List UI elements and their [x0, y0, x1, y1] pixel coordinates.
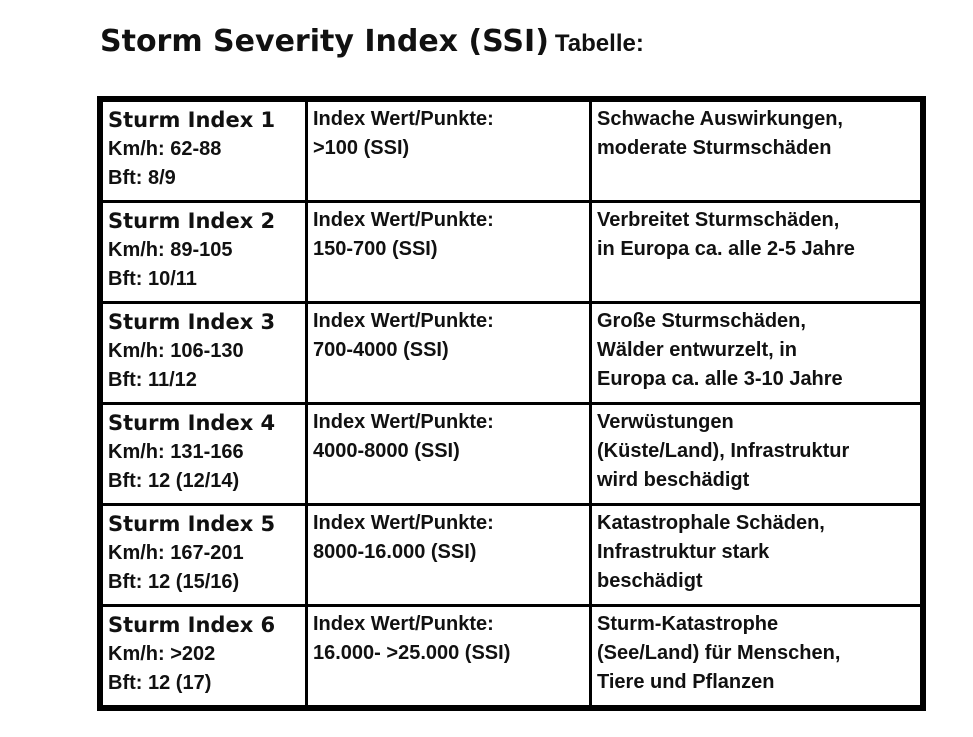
- description-line: in Europa ca. alle 2-5 Jahre: [597, 238, 855, 260]
- description-line: wird beschädigt: [597, 469, 750, 491]
- bft-value: Bft: 10/11: [108, 268, 197, 290]
- index-label: Index Wert/Punkte:: [313, 411, 494, 433]
- index-label: Index Wert/Punkte:: [313, 310, 494, 332]
- index-label: Index Wert/Punkte:: [313, 108, 494, 130]
- index-value: >100 (SSI): [313, 137, 410, 159]
- table-row: [100, 606, 923, 709]
- bft-value: Bft: 12 (17): [108, 672, 212, 694]
- bft-value: Bft: 12 (15/16): [108, 571, 240, 593]
- description-cell: [591, 99, 924, 202]
- index-value-cell: [307, 404, 591, 505]
- ssi-table: [97, 96, 926, 711]
- bft-value: Bft: 8/9: [108, 167, 176, 189]
- index-value-cell: [307, 99, 591, 202]
- storm-index-name: Sturm Index 1: [108, 108, 276, 132]
- table-row: [100, 99, 923, 202]
- description-line: beschädigt: [597, 570, 703, 592]
- description-line: Infrastruktur stark: [597, 541, 770, 563]
- kmh-value: Km/h: 131-166: [108, 441, 244, 463]
- index-value-cell: [307, 505, 591, 606]
- description-line: moderate Sturmschäden: [597, 137, 832, 159]
- bft-value: Bft: 11/12: [108, 369, 197, 391]
- kmh-value: Km/h: 167-201: [108, 542, 244, 564]
- bft-value: Bft: 12 (12/14): [108, 470, 240, 492]
- storm-index-cell: [100, 202, 307, 303]
- description-line: (See/Land) für Menschen,: [597, 642, 841, 664]
- description-line: Europa ca. alle 3-10 Jahre: [597, 368, 843, 390]
- index-value: 4000-8000 (SSI): [313, 440, 460, 462]
- index-value: 700-4000 (SSI): [313, 339, 449, 361]
- table-row: [100, 303, 923, 404]
- description-line: Katastrophale Schäden,: [597, 512, 825, 534]
- index-value-cell: [307, 303, 591, 404]
- description-line: Wälder entwurzelt, in: [597, 339, 798, 361]
- index-value: 8000-16.000 (SSI): [313, 541, 477, 563]
- storm-index-name: Sturm Index 3: [108, 310, 276, 334]
- table-row: [100, 404, 923, 505]
- title-sub: Tabelle:: [554, 30, 644, 57]
- kmh-value: Km/h: >202: [108, 643, 216, 665]
- description-line: (Küste/Land), Infrastruktur: [597, 440, 850, 462]
- description-cell: [591, 606, 924, 709]
- description-cell: [591, 303, 924, 404]
- index-label: Index Wert/Punkte:: [313, 209, 494, 231]
- storm-index-cell: [100, 404, 307, 505]
- description-line: Verwüstungen: [597, 411, 734, 433]
- index-value-cell: [307, 606, 591, 709]
- storm-index-name: Sturm Index 5: [108, 512, 276, 536]
- kmh-value: Km/h: 89-105: [108, 239, 233, 261]
- description-cell: [591, 202, 924, 303]
- page-title: [100, 24, 644, 59]
- storm-index-name: Sturm Index 6: [108, 613, 276, 637]
- description-line: Tiere und Pflanzen: [597, 671, 775, 693]
- index-value: 16.000- >25.000 (SSI): [313, 642, 511, 664]
- kmh-value: Km/h: 62-88: [108, 138, 222, 160]
- storm-index-cell: [100, 505, 307, 606]
- description-line: Sturm-Katastrophe: [597, 613, 779, 635]
- description-line: Schwache Auswirkungen,: [597, 108, 843, 130]
- storm-index-cell: [100, 606, 307, 709]
- table-row: [100, 202, 923, 303]
- kmh-value: Km/h: 106-130: [108, 340, 244, 362]
- title-main: Storm Severity Index (SSI): [100, 24, 549, 59]
- description-line: Verbreitet Sturmschäden,: [597, 209, 840, 231]
- description-cell: [591, 404, 924, 505]
- description-cell: [591, 505, 924, 606]
- table-row: [100, 505, 923, 606]
- storm-index-name: Sturm Index 2: [108, 209, 276, 233]
- storm-index-cell: [100, 303, 307, 404]
- index-value-cell: [307, 202, 591, 303]
- index-label: Index Wert/Punkte:: [313, 613, 494, 635]
- storm-index-cell: [100, 99, 307, 202]
- description-line: Große Sturmschäden,: [597, 310, 806, 332]
- index-label: Index Wert/Punkte:: [313, 512, 494, 534]
- index-value: 150-700 (SSI): [313, 238, 438, 260]
- storm-index-name: Sturm Index 4: [108, 411, 276, 435]
